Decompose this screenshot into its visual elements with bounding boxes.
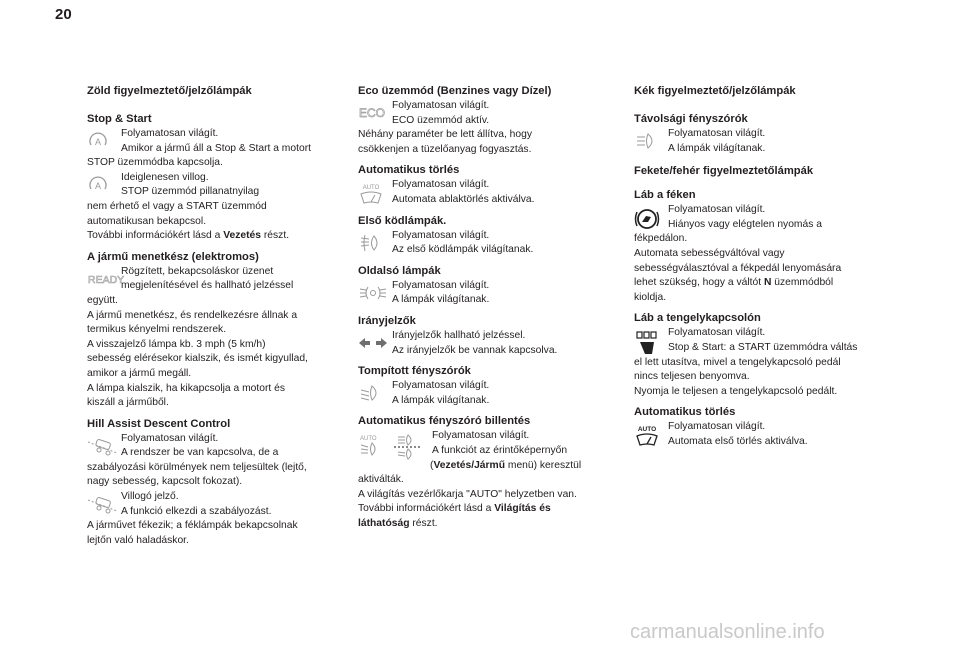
front-fog-lamp-icon — [358, 233, 392, 257]
entry-front-fog: Folyamatosan világít. Az első ködlámpák világítanak. — [358, 229, 608, 258]
entry-auto-front-wipe: AUTO Folyamatosan világít. Automata első törlés aktiválva. — [634, 420, 874, 449]
svg-text:A: A — [94, 137, 102, 147]
section-title-black-white: Fekete/fehér figyelmeztetőlámpák — [634, 165, 814, 178]
heading-side-lights: Oldalsó lámpák — [358, 264, 441, 277]
foot-on-clutch-icon — [634, 330, 668, 354]
entry-auto-beam: AUTO Folyamatosan világít. A funkciót az érintőképernyőn (Vezetés/Jármű menü) keresztül aktiválták. A világítás vezérlőkarja "AUTO" helyzetben van. További információkért lásd a Világítás és láthatóság részt. — [358, 430, 582, 529]
column-green-warnings-continued — [358, 84, 608, 531]
hill-descent-icon — [87, 436, 121, 460]
heading-foot-on-brake: Láb a féken — [634, 189, 696, 202]
column-blue-and-bw-warnings — [634, 84, 874, 450]
heading-ready: A jármű menetkész (elektromos) — [87, 250, 259, 263]
eco-icon — [358, 103, 392, 127]
svg-text:ECO: ECO — [359, 106, 386, 120]
entry-indicators: Irányjelzők hallható jelzéssel. Az irányjelzők be vannak kapcsolva. — [358, 329, 608, 358]
hill-descent-icon — [87, 494, 121, 518]
section-title-blue: Kék figyelmeztető/jelzőlámpák — [634, 85, 796, 97]
ready-icon — [87, 269, 125, 293]
heading-stop-start: Stop & Start — [87, 113, 152, 125]
foot-on-brake-icon — [634, 207, 668, 231]
svg-text:AUTO: AUTO — [637, 426, 657, 434]
section-title-green: Zöld figyelmeztető/jelzőlámpák — [87, 85, 252, 97]
entry-foot-on-brake: Folyamatosan világít. Hiányos vagy elégtelen nyomás a fékpedálon. Automata sebességváltóval vagy sebességválasztóval a fékpedál lenyomására lehet szükség, hogy a váltót N üzemmódból kioldja. — [634, 204, 842, 303]
heading-auto-front-wipe: Automatikus törlés — [634, 406, 736, 419]
heading-front-fog: Első ködlámpák. — [358, 214, 447, 227]
column-green-warnings — [87, 84, 345, 548]
watermark: carmanualsonline.info — [630, 621, 825, 643]
entry-eco: ECO Folyamatosan világít. ECO üzemmód aktív. Néhány paraméter be lett állítva, hogy csökkenjen a tüzelőanyag fogyasztás. — [358, 100, 533, 155]
turn-indicator-arrows-icon — [358, 333, 392, 357]
heading-foot-on-clutch: Láb a tengelykapcsolón — [634, 312, 761, 325]
auto-wiper-icon — [634, 424, 668, 448]
stop-start-icon — [87, 175, 121, 199]
heading-main-beam: Távolsági fényszórók — [634, 113, 748, 125]
dipped-beam-icon — [358, 383, 392, 407]
svg-text:READY: READY — [88, 273, 125, 286]
entry-hill-descent-steady: Folyamatosan világít. A rendszer be van kapcsolva, de a szabályozási körülmények nem teljesültek (lejtő, nagy sebesség, kapcsolt fokozat). — [87, 432, 307, 488]
auto-headlamp-dipping-icon — [358, 433, 430, 461]
heading-eco: Eco üzemmód (Benzines vagy Dízel) — [358, 85, 552, 97]
entry-hill-descent-flashing: Villogó jelző. A funkció elkezdi a szabályozást. A járművet fékezik; a féklámpák bekapcsolnak lejtőn való haladáskor. — [87, 491, 298, 546]
heading-hill-descent: Hill Assist Descent Control — [87, 417, 231, 430]
svg-text:A: A — [94, 180, 102, 191]
heading-auto-wipe: Automatikus törlés — [358, 164, 460, 177]
entry-ready: READY Rögzített, bekapcsoláskor üzenet megjelenítésével és hallható jelzéssel együtt. A jármű menetkész, és rendelkezésre állnak a termikus kényelmi rendszerek. A visszajelző lámpa kb. 3 mph (5 km/h) sebesség elérésekor kialszik, és ismét kigyullad, amikor a jármű megáll. A lámpa kialszik, ha kikapcsolja a motort és kiszáll a járműből. — [87, 265, 308, 409]
entry-main-beam: Folyamatosan világít. A lámpák világítanak. — [634, 127, 874, 156]
side-lights-icon — [358, 283, 392, 307]
entry-dipped-beam: Folyamatosan világít. A lámpák világítanak. — [358, 379, 608, 408]
main-beam-icon — [634, 131, 668, 155]
auto-wiper-icon — [358, 182, 392, 206]
heading-indicators: Irányjelzők — [358, 314, 416, 327]
entry-auto-wipe: AUTO Folyamatosan világít. Automata ablaktörlés aktiválva. — [358, 178, 608, 207]
heading-dipped-beam: Tompított fényszórók — [358, 365, 471, 378]
svg-text:AUTO: AUTO — [360, 436, 377, 443]
entry-foot-on-clutch: Folyamatosan világít. Stop & Start: a START üzemmódra váltás el lett utasítva, mivel a tengelykapcsoló pedál nincs teljesen benyomva. Nyomja le teljesen a tengelykapcsoló pedált. — [634, 327, 858, 397]
stop-start-icon — [87, 131, 121, 155]
entry-side-lights: Folyamatosan világít. A lámpák világítanak. — [358, 279, 608, 308]
entry-stop-start-flashing: A Ideiglenesen villog. STOP üzemmód pillanatnyilag nem érhető el vagy a START üzemmód automatikusan bekapcsol. További információkért lásd a Vezetés részt. — [87, 171, 290, 242]
svg-text:AUTO: AUTO — [362, 185, 380, 192]
heading-auto-beam: Automatikus fényszóró billentés — [358, 415, 531, 428]
page-number: 20 — [55, 6, 72, 23]
entry-stop-start-steady: A Folyamatosan világít. Amikor a jármű áll a Stop & Start a motort STOP üzemmódba kapcsolja. — [87, 128, 311, 169]
